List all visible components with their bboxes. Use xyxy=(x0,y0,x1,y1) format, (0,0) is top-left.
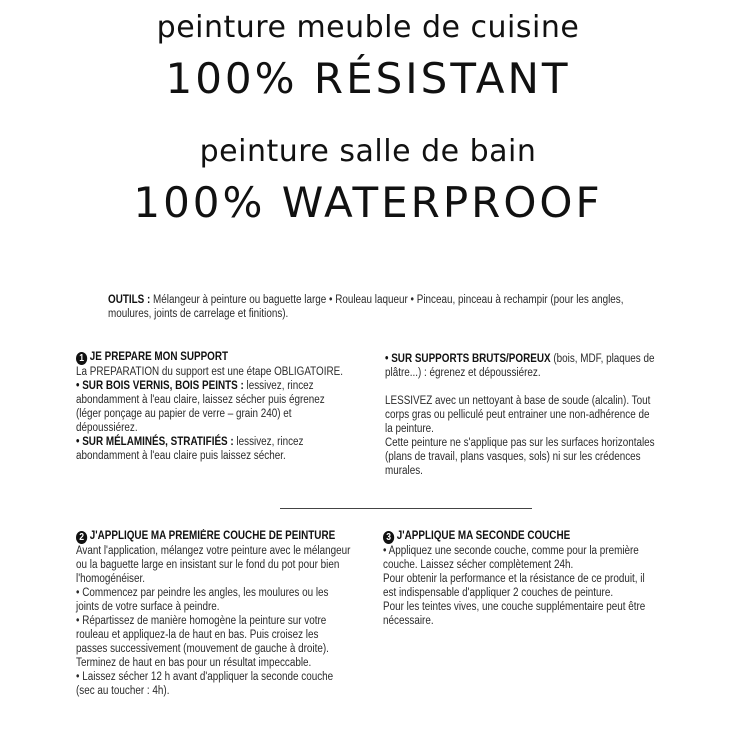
step1b-text: la peinture. xyxy=(385,423,434,435)
step2-text: ou la baguette large en insistant sur le fond du pot pour bien xyxy=(76,559,340,571)
step1-title: JE PREPARE MON SUPPORT xyxy=(89,351,229,363)
step1-text: (léger ponçage au papier de verre – grain 240) et xyxy=(76,408,292,420)
step3-text: nécessaire. xyxy=(383,615,434,627)
step2-text: Avant l'application, mélangez votre peinture avec le mélangeur xyxy=(76,545,351,557)
step1-text: La PREPARATION du support est une étape OBLIGATOIRE. xyxy=(76,366,343,378)
step1-text: abondamment à l'eau claire puis laissez sécher. xyxy=(76,450,286,462)
step1-section xyxy=(76,350,360,463)
step2-text: l'homogénéiser. xyxy=(76,573,145,585)
headline-resistant: 100% RÉSISTANT xyxy=(165,54,571,103)
step1-text: dépoussiérez. xyxy=(76,422,138,434)
step1b-bold-raw: • SUR SUPPORTS BRUTS/POREUX xyxy=(385,353,551,365)
step3-text: Pour les teintes vives, une couche supplémentaire peut être xyxy=(383,601,646,613)
tools-text-2: moulures, joints de carrelage et finitions). xyxy=(108,308,289,320)
headline-kitchen-paint: peinture meuble de cuisine xyxy=(156,10,580,45)
step1b-text: murales. xyxy=(385,465,423,477)
step2-text: (sec au toucher : 4h). xyxy=(76,685,170,697)
step3-text: Pour obtenir la performance et la résistance de ce produit, il xyxy=(383,573,645,585)
section-divider xyxy=(280,508,532,509)
step1-bold-melamine: • SUR MÉLAMINÉS, STRATIFIÉS : xyxy=(76,436,234,448)
tools-label: OUTILS : xyxy=(108,294,151,306)
step1-text: abondamment à l'eau claire, laissez sécher puis égrenez xyxy=(76,394,325,406)
step1-bold-wood: • SUR BOIS VERNIS, BOIS PEINTS : xyxy=(76,380,244,392)
headline-bathroom-paint: peinture salle de bain xyxy=(199,134,537,169)
step2-text: joints de votre surface à peindre. xyxy=(76,601,220,613)
step2-text: rouleau et appliquez-la de haut en bas. Puis croisez les xyxy=(76,629,319,641)
step1b-text: plâtre...) : égrenez et dépoussiérez. xyxy=(385,367,541,379)
step3-title: J'APPLIQUE MA SECONDE COUCHE xyxy=(396,530,571,542)
step2-text: • Répartissez de manière homogène la peinture sur votre xyxy=(76,615,327,627)
step1-text: lessivez, rincez xyxy=(243,380,314,392)
step1-number-badge: 1 xyxy=(76,352,87,365)
step1-text: lessivez, rincez xyxy=(233,436,304,448)
step2-section xyxy=(76,529,373,698)
step2-text: • Laissez sécher 12 h avant d'appliquer la seconde couche xyxy=(76,671,334,683)
step1b-text: corps gras ou pelliculé peut entrainer une non-adhérence de xyxy=(385,409,650,421)
headline-waterproof: 100% WATERPROOF xyxy=(133,178,603,227)
step3-text: • Appliquez une seconde couche, comme pour la première xyxy=(383,545,639,557)
step3-number-badge: 3 xyxy=(383,531,394,544)
step2-text: passes successivement (mouvement de gauche à droite). xyxy=(76,643,329,655)
tools-section xyxy=(108,293,641,321)
step2-title: J'APPLIQUE MA PREMIÈRE COUCHE DE PEINTURE xyxy=(89,530,336,542)
step1b-text: LESSIVEZ avec un nettoyant à base de soude (alcalin). Tout xyxy=(385,395,651,407)
step1b-text: (plans de travail, plans vasques, sols) ni sur les crédences xyxy=(385,451,641,463)
step1-raw-supports-section xyxy=(385,352,682,478)
step2-text: Terminez de haut en bas pour un résultat impeccable. xyxy=(76,657,312,669)
tools-text-1: Mélangeur à peinture ou baguette large • Rouleau laqueur • Pinceau, pinceau à rechampir (pour les angles, xyxy=(150,294,624,306)
step2-text: • Commencez par peindre les angles, les moulures ou les xyxy=(76,587,329,599)
step3-text: couche. Laissez sécher complètement 24h. xyxy=(383,559,574,571)
step2-number-badge: 2 xyxy=(76,531,87,544)
step3-section xyxy=(383,529,680,628)
step3-text: est indispensable d'appliquer 2 couches de peinture. xyxy=(383,587,614,599)
step1b-text: (bois, MDF, plaques de xyxy=(550,353,655,365)
step1b-text: Cette peinture ne s'applique pas sur les surfaces horizontales xyxy=(385,437,655,449)
